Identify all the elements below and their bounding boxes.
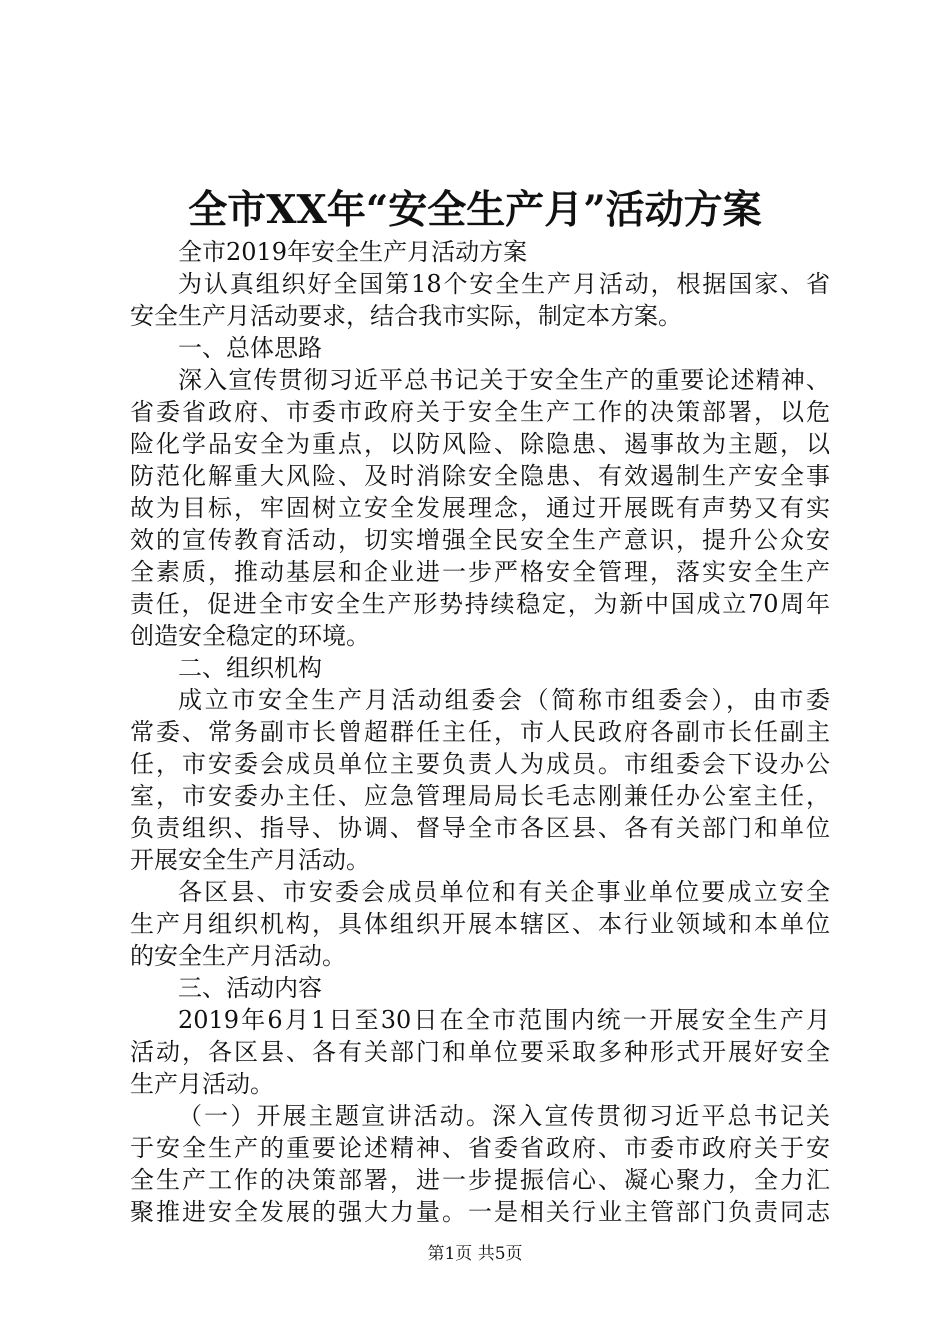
page-number-footer: 第1页 共5页 bbox=[427, 1244, 523, 1264]
body-line: 各区县、市安委会成员单位和有关企事业单位要成立安全 bbox=[178, 878, 830, 906]
body-line: 一、总体思路 bbox=[178, 334, 322, 362]
body-line: 生产月组织机构，具体组织开展本辖区、本行业领域和本单位 bbox=[130, 910, 830, 938]
body-line: 的安全生产月活动。 bbox=[130, 942, 346, 970]
body-line: 2019年6月1日至30日在全市范围内统一开展安全生产月 bbox=[178, 1006, 830, 1034]
body-line: 全素质，推动基层和企业进一步严格安全管理，落实安全生产 bbox=[130, 558, 830, 586]
body-line: 故为目标，牢固树立安全发展理念，通过开展既有声势又有实 bbox=[130, 494, 830, 522]
body-line: 全市2019年安全生产月活动方案 bbox=[178, 238, 528, 266]
body-line: 二、组织机构 bbox=[178, 654, 322, 682]
body-line: 于安全生产的重要论述精神、省委省政府、市委市政府关于安 bbox=[130, 1134, 830, 1162]
body-line: 成立市安全生产月活动组委会（简称市组委会），由市委 bbox=[178, 686, 830, 714]
body-line: 聚推进安全发展的强大力量。一是相关行业主管部门负责同志 bbox=[130, 1198, 830, 1226]
body-line: 任，市安委会成员单位主要负责人为成员。市组委会下设办公 bbox=[130, 750, 830, 778]
body-line: 全生产工作的决策部署，进一步提振信心、凝心聚力，全力汇 bbox=[130, 1166, 830, 1194]
body-line: 安全生产月活动要求，结合我市实际，制定本方案。 bbox=[130, 302, 682, 330]
body-line: 防范化解重大风险、及时消除安全隐患、有效遏制生产安全事 bbox=[130, 462, 830, 490]
body-line: 活动，各区县、各有关部门和单位要采取多种形式开展好安全 bbox=[130, 1038, 830, 1066]
body-line: 负责组织、指导、协调、督导全市各区县、各有关部门和单位 bbox=[130, 814, 830, 842]
body-line: 责任，促进全市安全生产形势持续稳定，为新中国成立70周年 bbox=[130, 590, 830, 618]
body-line: 常委、常务副市长曾超群任主任，市人民政府各副市长任副主 bbox=[130, 718, 830, 746]
body-line: 为认真组织好全国第18个安全生产月活动，根据国家、省 bbox=[178, 270, 830, 298]
document-body bbox=[130, 236, 830, 1228]
body-line: （一）开展主题宣讲活动。深入宣传贯彻习近平总书记关 bbox=[178, 1102, 830, 1130]
body-line: 深入宣传贯彻习近平总书记关于安全生产的重要论述精神、 bbox=[178, 366, 830, 394]
body-line: 省委省政府、市委市政府关于安全生产工作的决策部署，以危 bbox=[130, 398, 830, 426]
body-line: 室，市安委办主任、应急管理局局长毛志刚兼任办公室主任， bbox=[130, 782, 830, 810]
document-title: 全市XX年“安全生产月”活动方案 bbox=[188, 187, 762, 233]
body-line: 效的宣传教育活动，切实增强全民安全生产意识，提升公众安 bbox=[130, 526, 830, 554]
body-line: 生产月活动。 bbox=[130, 1070, 274, 1098]
body-line: 险化学品安全为重点，以防风险、除隐患、遏事故为主题，以 bbox=[130, 430, 830, 458]
body-line: 开展安全生产月活动。 bbox=[130, 846, 370, 874]
body-line: 创造安全稳定的环境。 bbox=[130, 622, 370, 650]
body-line: 三、活动内容 bbox=[178, 974, 322, 1002]
